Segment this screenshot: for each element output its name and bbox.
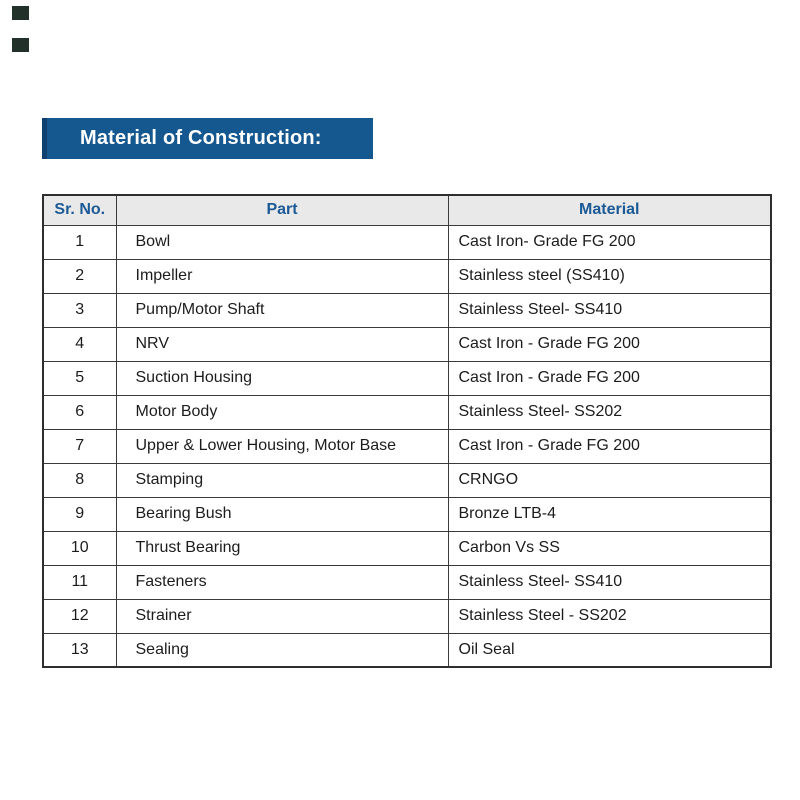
- table-row: [43, 531, 771, 565]
- sr-no-cell: 5: [43, 361, 116, 395]
- table-row: [43, 497, 771, 531]
- sr-no-cell: 12: [43, 599, 116, 633]
- table-row: [43, 293, 771, 327]
- corner-mark-bottom: [12, 38, 29, 52]
- material-cell: Cast Iron - Grade FG 200: [448, 327, 771, 361]
- material-cell: Stainless steel (SS410): [448, 259, 771, 293]
- page-title: Material of Construction:: [80, 127, 322, 149]
- part-cell: Impeller: [116, 259, 448, 293]
- sr-no-cell: 6: [43, 395, 116, 429]
- table-row: [43, 225, 771, 259]
- part-cell: Strainer: [116, 599, 448, 633]
- table-row: [43, 633, 771, 667]
- table-row: [43, 361, 771, 395]
- part-cell: NRV: [116, 327, 448, 361]
- sr-no-cell: 13: [43, 633, 116, 667]
- table-row: [43, 599, 771, 633]
- part-cell: Sealing: [116, 633, 448, 667]
- part-cell: Suction Housing: [116, 361, 448, 395]
- material-cell: Cast Iron- Grade FG 200: [448, 225, 771, 259]
- table-body: [43, 225, 771, 667]
- part-cell: Fasteners: [116, 565, 448, 599]
- column-header-sr-no: Sr. No.: [43, 195, 116, 225]
- material-cell: Stainless Steel- SS410: [448, 293, 771, 327]
- material-cell: Cast Iron - Grade FG 200: [448, 429, 771, 463]
- material-cell: Stainless Steel- SS202: [448, 395, 771, 429]
- table-header-row: [43, 195, 771, 225]
- part-cell: Thrust Bearing: [116, 531, 448, 565]
- material-cell: Stainless Steel- SS410: [448, 565, 771, 599]
- corner-mark-top: [12, 6, 29, 20]
- sr-no-cell: 11: [43, 565, 116, 599]
- section-title-bar: [42, 118, 373, 159]
- part-cell: Upper & Lower Housing, Motor Base: [116, 429, 448, 463]
- table-row: [43, 259, 771, 293]
- table-container: [42, 194, 770, 668]
- sr-no-cell: 3: [43, 293, 116, 327]
- sr-no-cell: 10: [43, 531, 116, 565]
- table-row: [43, 463, 771, 497]
- table-row: [43, 395, 771, 429]
- sr-no-cell: 2: [43, 259, 116, 293]
- sr-no-cell: 8: [43, 463, 116, 497]
- part-cell: Motor Body: [116, 395, 448, 429]
- material-cell: Oil Seal: [448, 633, 771, 667]
- material-table: [42, 194, 772, 668]
- column-header-material: Material: [448, 195, 771, 225]
- material-cell: CRNGO: [448, 463, 771, 497]
- table-row: [43, 327, 771, 361]
- sr-no-cell: 9: [43, 497, 116, 531]
- material-cell: Stainless Steel - SS202: [448, 599, 771, 633]
- sr-no-cell: 7: [43, 429, 116, 463]
- column-header-part: Part: [116, 195, 448, 225]
- part-cell: Pump/Motor Shaft: [116, 293, 448, 327]
- part-cell: Stamping: [116, 463, 448, 497]
- material-cell: Bronze LTB-4: [448, 497, 771, 531]
- part-cell: Bearing Bush: [116, 497, 448, 531]
- material-cell: Carbon Vs SS: [448, 531, 771, 565]
- material-cell: Cast Iron - Grade FG 200: [448, 361, 771, 395]
- table-row: [43, 565, 771, 599]
- table-row: [43, 429, 771, 463]
- sr-no-cell: 1: [43, 225, 116, 259]
- part-cell: Bowl: [116, 225, 448, 259]
- sr-no-cell: 4: [43, 327, 116, 361]
